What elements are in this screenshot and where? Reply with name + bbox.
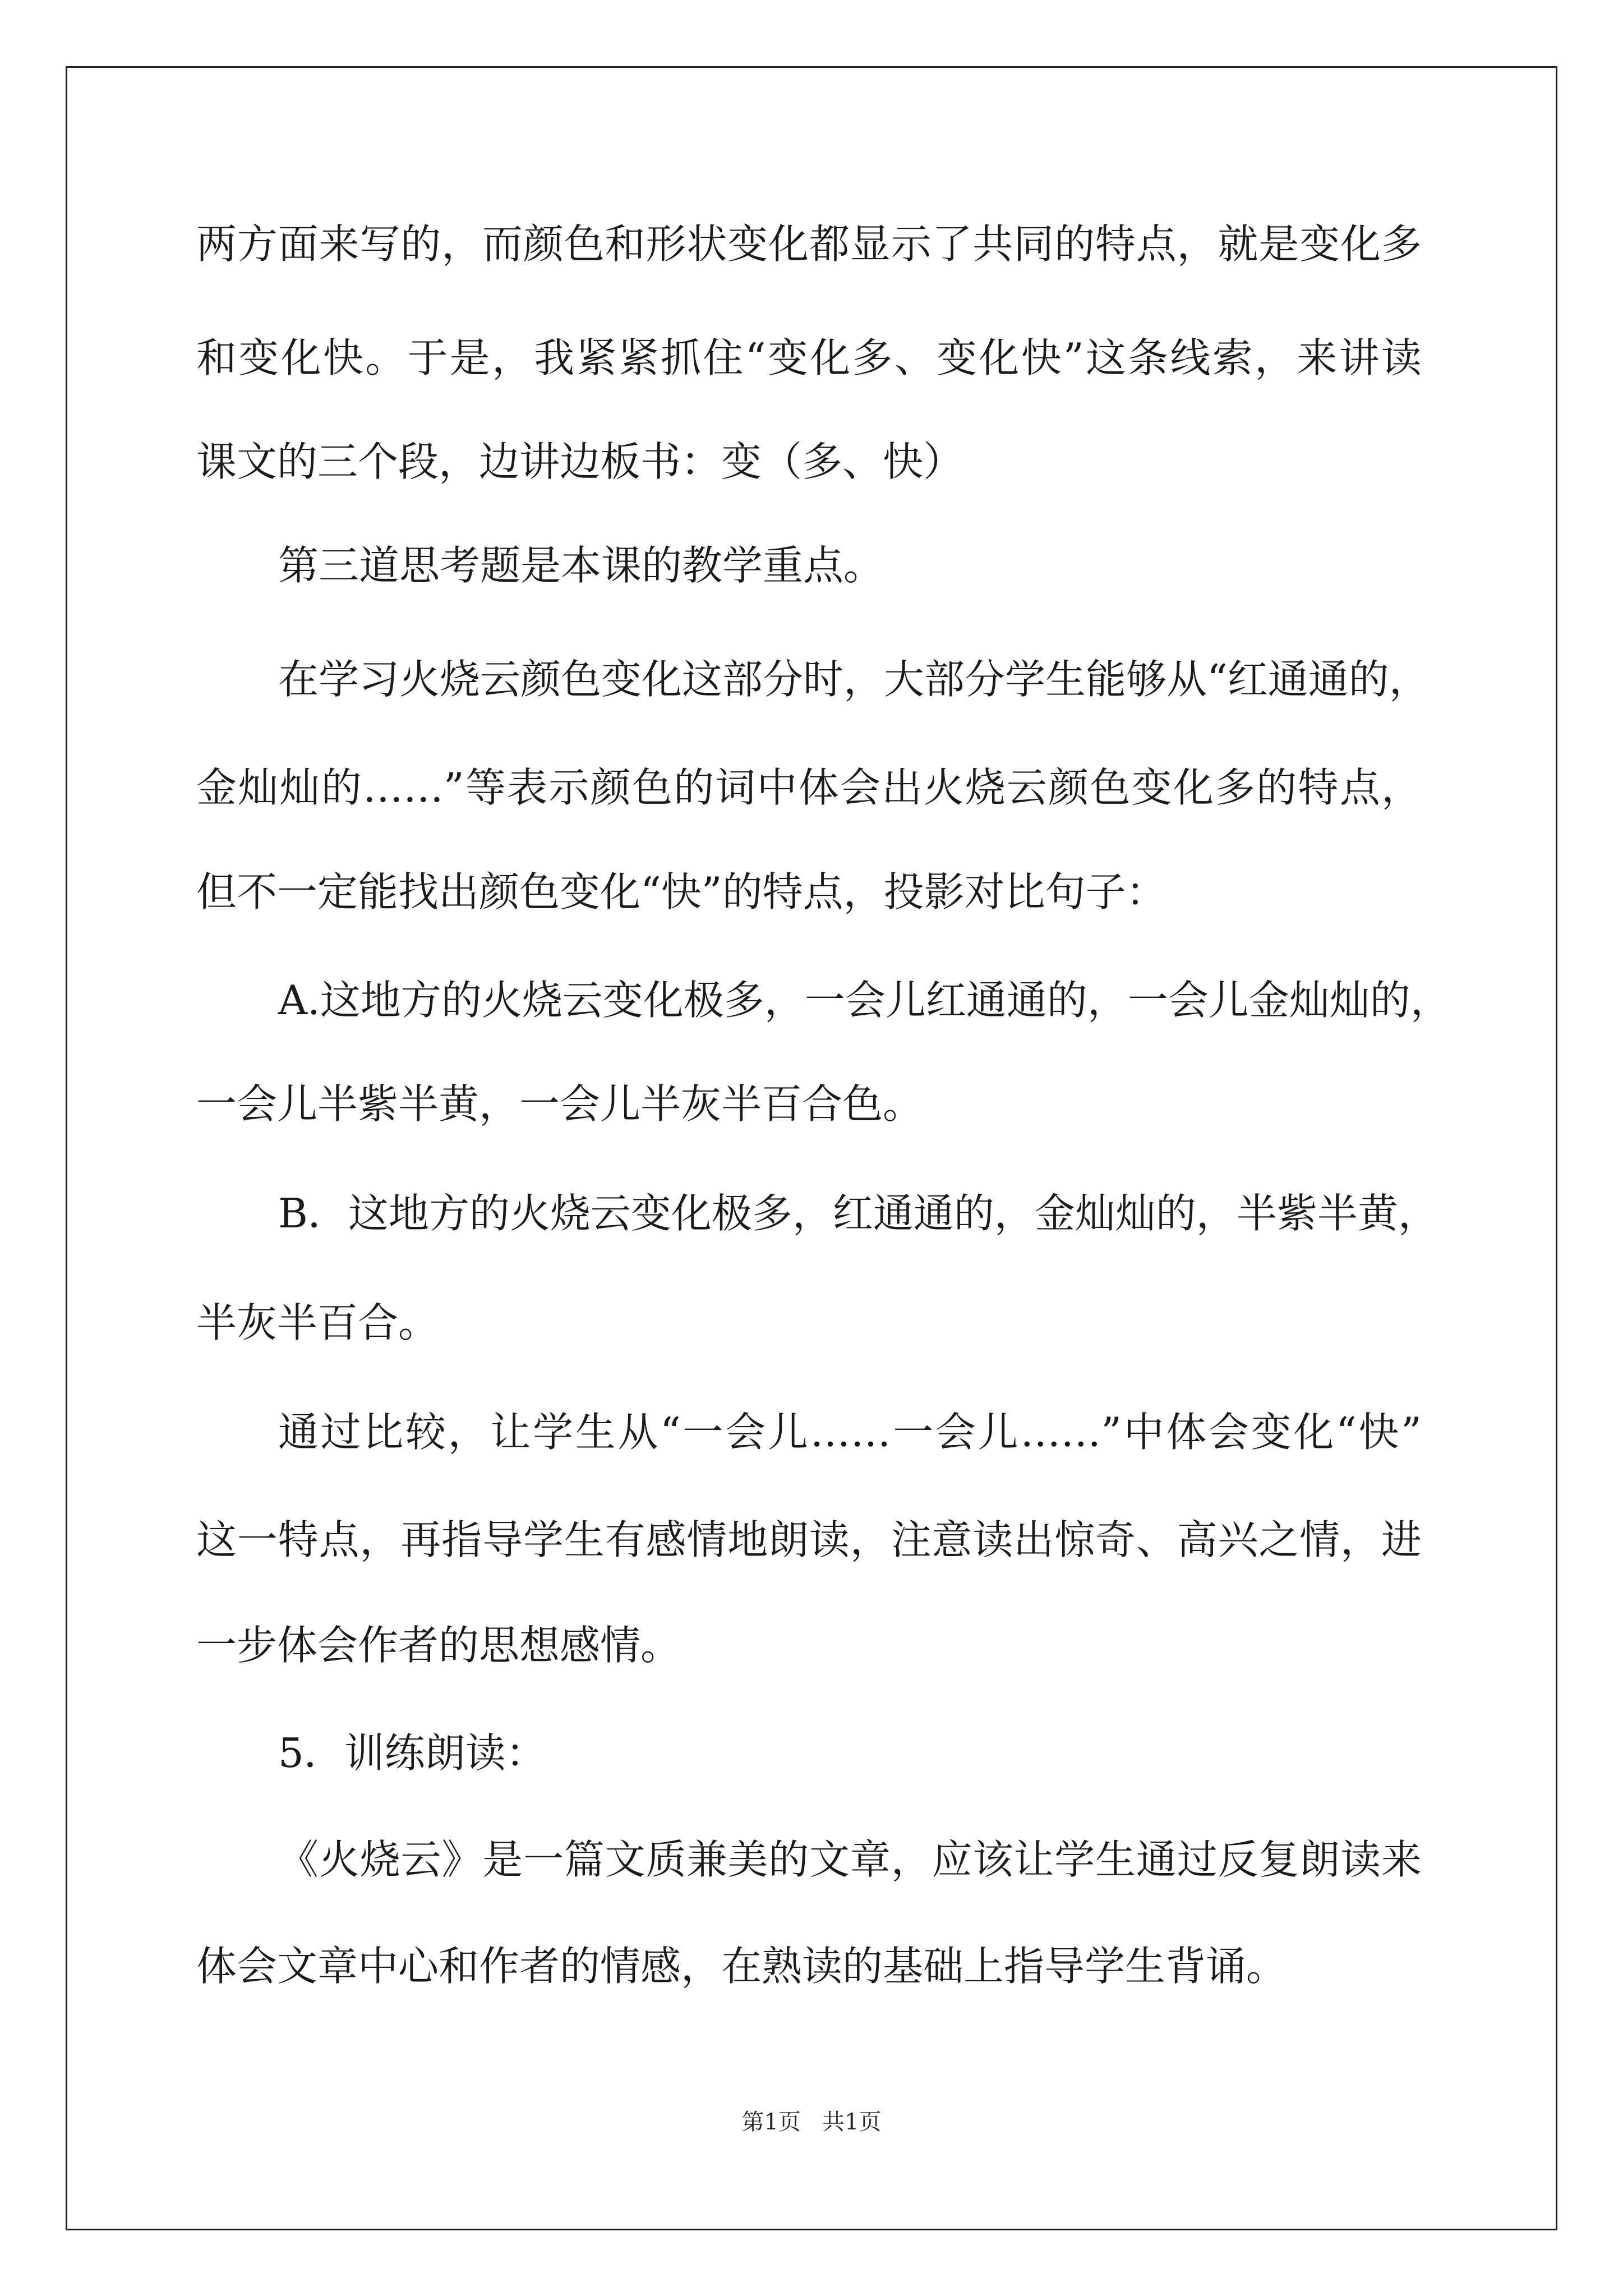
- page-footer: [0, 2108, 1623, 2136]
- paragraph-line: 半灰半百合。: [196, 1299, 439, 1346]
- paragraph-line: A.这地方的火烧云变化极多，一会儿红通通的，一会儿金灿灿的，: [278, 977, 1451, 1024]
- paragraph-line: 在学习火烧云颜色变化这部分时，大部分学生能够从“红通通的，: [278, 656, 1430, 703]
- paragraph-line: 一会儿半紫半黄，一会儿半灰半百合色。: [196, 1080, 924, 1128]
- paragraph-line: 但不一定能找出颜色变化“快”的特点，投影对比句子：: [196, 868, 1166, 915]
- paragraph-line: 和变化快。于是，我紧紧抓住“变化多、变化快”这条线索，来讲读: [196, 334, 1422, 381]
- page-border: [66, 66, 1557, 2230]
- paragraph-line: 两方面来写的，而颜色和形状变化都显示了共同的特点，就是变化多: [196, 220, 1422, 268]
- section-heading: 5．训练朗读：: [278, 1729, 546, 1777]
- paragraph-line: 体会文章中心和作者的情感，在熟读的基础上指导学生背诵。: [196, 1943, 1287, 1990]
- paragraph-line: 金灿灿的……”等表示颜色的词中体会出火烧云颜色变化多的特点，: [196, 764, 1422, 811]
- page-number: 第1页 共1页: [741, 2109, 882, 2135]
- paragraph-line: 通过比较，让学生从“一会儿……一会儿……”中体会变化“快”: [278, 1409, 1422, 1456]
- paragraph-line: 《火烧云》是一篇文质兼美的文章，应该让学生通过反复朗读来: [278, 1836, 1422, 1883]
- paragraph-line: 课文的三个段，边讲边板书：变（多、快）: [196, 438, 964, 485]
- paragraph-line: 第三道思考题是本课的教学重点。: [278, 542, 884, 589]
- paragraph-line: 这一特点，再指导学生有感情地朗读，注意读出惊奇、高兴之情，进: [196, 1516, 1422, 1563]
- paragraph-line: 一步体会作者的思想感情。: [196, 1622, 681, 1669]
- paragraph-line: B．这地方的火烧云变化极多，红通通的，金灿灿的，半紫半黄，: [278, 1190, 1438, 1237]
